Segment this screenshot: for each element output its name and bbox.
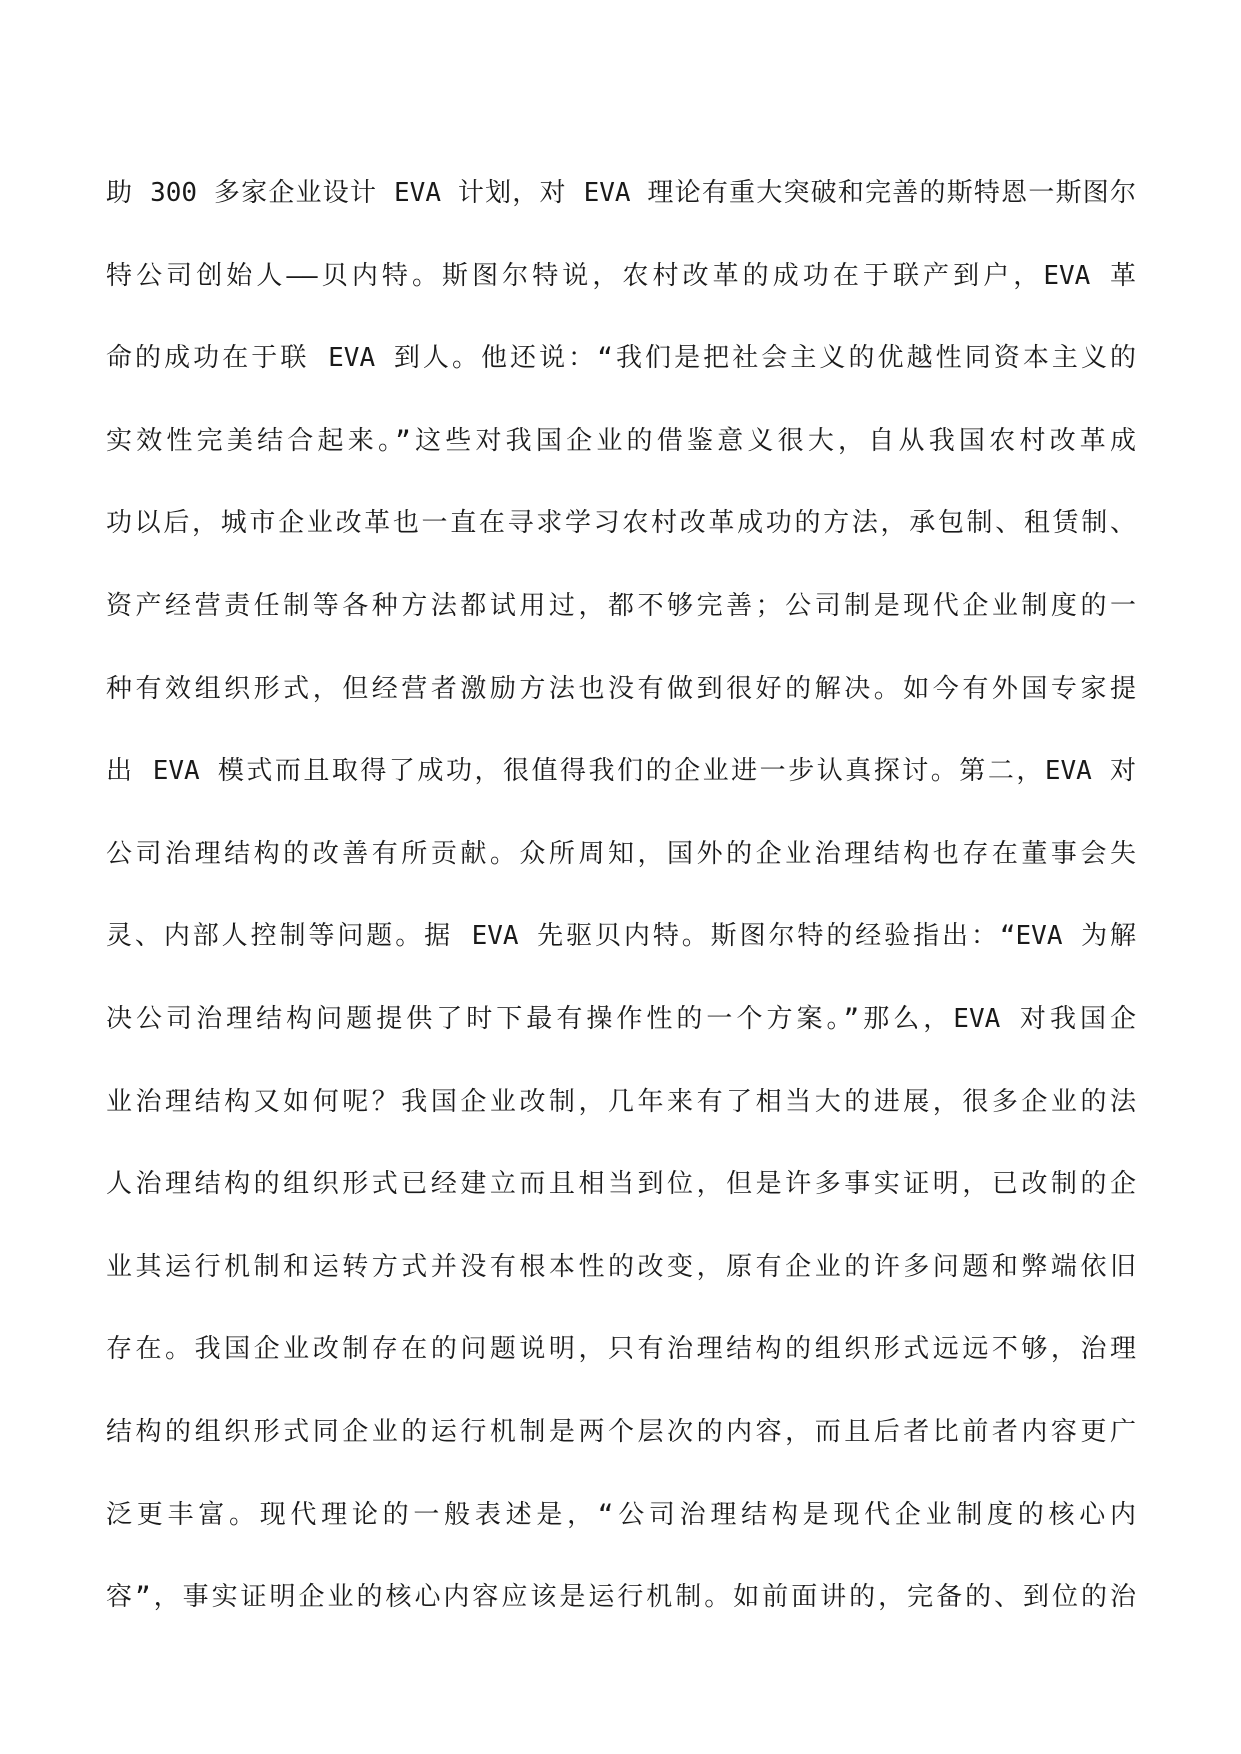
text-line: 特公司创始人——贝内特。斯图尔特说，农村改革的成功在于联产到户，EVA 革 bbox=[106, 260, 1136, 291]
text-line: 功以后，城市企业改革也一直在寻求学习农村改革成功的方法，承包制、租赁制、 bbox=[106, 508, 1136, 539]
text-line: 业其运行机制和运转方式并没有根本性的改变，原有企业的许多问题和弊端依旧 bbox=[106, 1251, 1136, 1282]
body-text bbox=[106, 152, 1136, 1639]
text-line: 灵、内部人控制等问题。据 EVA 先驱贝内特。斯图尔特的经验指出：“EVA 为解 bbox=[106, 921, 1136, 952]
text-line: 业治理结构又如何呢？我国企业改制，几年来有了相当大的进展，很多企业的法 bbox=[106, 1086, 1136, 1117]
text-line: 种有效组织形式，但经营者激励方法也没有做到很好的解决。如今有外国专家提 bbox=[106, 673, 1136, 704]
text-line: 泛更丰富。现代理论的一般表述是，“公司治理结构是现代企业制度的核心内 bbox=[106, 1499, 1136, 1530]
text-line: 出 EVA 模式而且取得了成功，很值得我们的企业进一步认真探讨。第二，EVA 对 bbox=[106, 756, 1136, 787]
text-line: 结构的组织形式同企业的运行机制是两个层次的内容，而且后者比前者内容更广 bbox=[106, 1416, 1136, 1447]
text-line: 助 300 多家企业设计 EVA 计划，对 EVA 理论有重大突破和完善的斯特恩一斯图尔 bbox=[106, 178, 1136, 208]
text-line: 实效性完美结合起来。”这些对我国企业的借鉴意义很大，自从我国农村改革成 bbox=[106, 425, 1136, 456]
text-line: 命的成功在于联 EVA 到人。他还说：“我们是把社会主义的优越性同资本主义的 bbox=[106, 343, 1136, 374]
text-line: 容”，事实证明企业的核心内容应该是运行机制。如前面讲的，完备的、到位的治 bbox=[106, 1582, 1136, 1613]
text-line: 公司治理结构的改善有所贡献。众所周知，国外的企业治理结构也存在董事会失 bbox=[106, 838, 1136, 869]
text-line: 决公司治理结构问题提供了时下最有操作性的一个方案。”那么，EVA 对我国企 bbox=[106, 1003, 1136, 1034]
text-line: 存在。我国企业改制存在的问题说明，只有治理结构的组织形式远远不够，治理 bbox=[106, 1334, 1136, 1365]
text-line: 资产经营责任制等各种方法都试用过，都不够完善；公司制是现代企业制度的一 bbox=[106, 590, 1136, 621]
text-line: 人治理结构的组织形式已经建立而且相当到位，但是许多事实证明，已改制的企 bbox=[106, 1169, 1136, 1200]
